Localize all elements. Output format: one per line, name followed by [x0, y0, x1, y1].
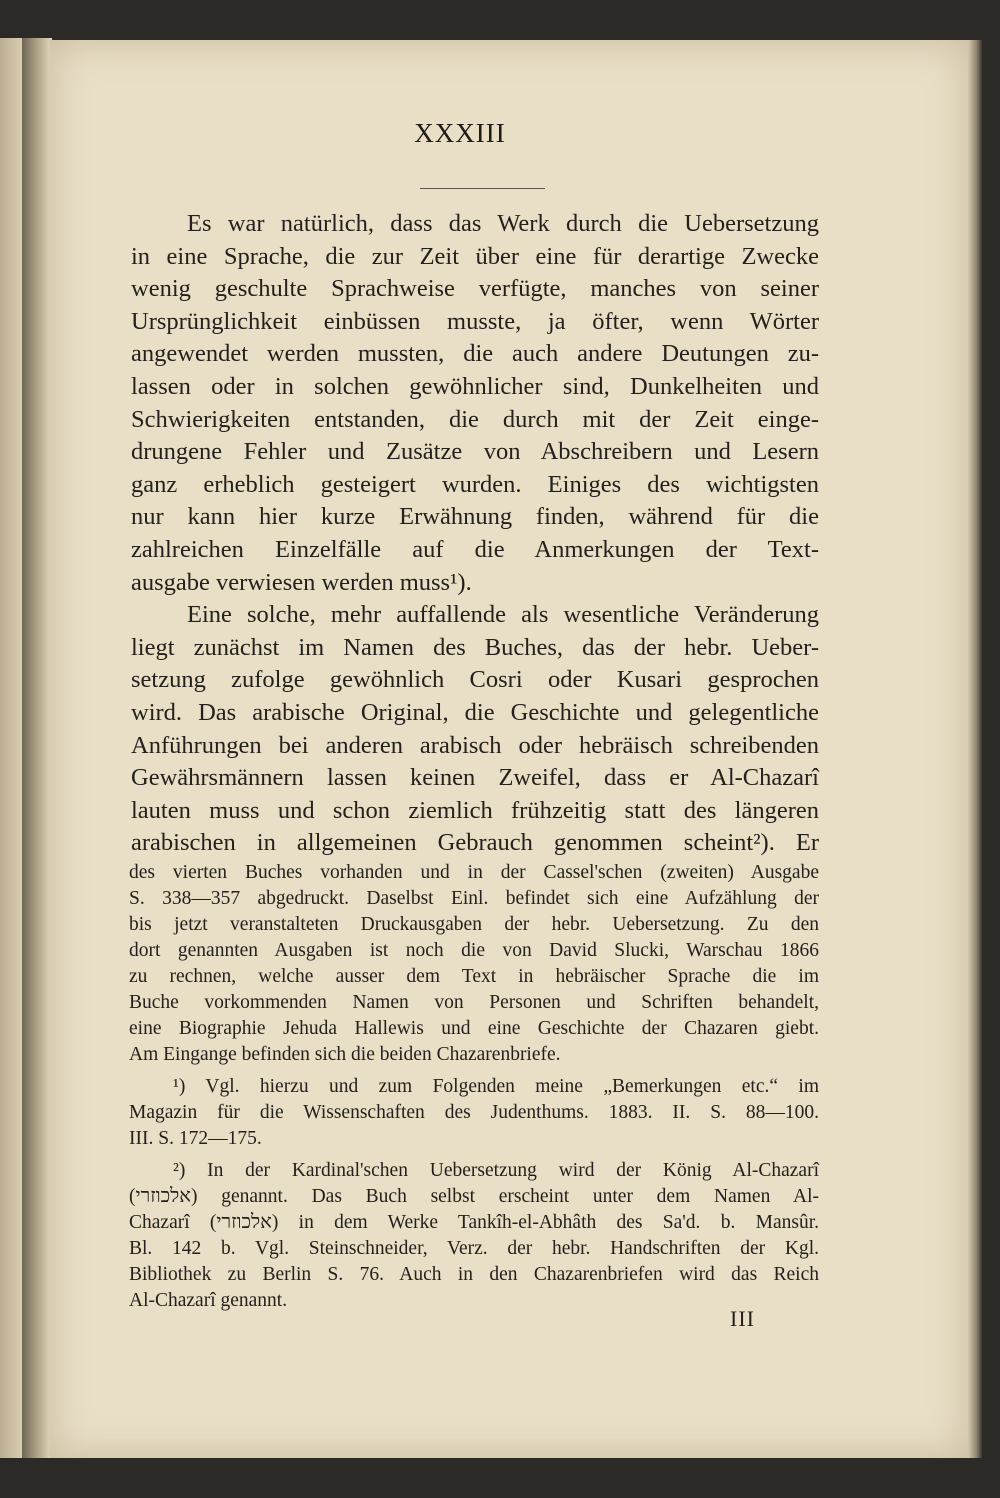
footnote-line: dort genannten Ausgaben ist noch die von David Slucki, Warschau 1866: [129, 940, 819, 961]
footnote-line: S. 338—357 abgedruckt. Daselbst Einl. befindet sich eine Aufzählung der: [129, 888, 819, 909]
text-line: lauten muss und schon ziemlich frühzeitig statt des längeren: [131, 796, 819, 824]
footnote-2: [129, 1158, 819, 1314]
text-line: nur kann hier kurze Erwähnung finden, während für die: [131, 503, 819, 531]
footnote-line: Bl. 142 b. Vgl. Steinschneider, Verz. der hebr. Handschriften der Kgl.: [129, 1238, 819, 1259]
text-line: wenig geschulte Sprachweise verfügte, manches von seiner: [131, 275, 819, 303]
footnote-line: Am Eingange befinden sich die beiden Chazarenbriefe.: [129, 1044, 561, 1065]
footnote-line: Magazin für die Wissenschaften des Judenthums. 1883. II. S. 88—100.: [129, 1102, 819, 1123]
footnote-line: ²) In der Kardinal'schen Uebersetzung wird der König Al-Chazarî: [173, 1160, 819, 1181]
text-line: Eine solche, mehr auffallende als wesentliche Veränderung: [187, 601, 819, 629]
text-line: angewendet werden mussten, die auch andere Deutungen zu-: [131, 340, 819, 368]
text-line: ausgabe verwiesen werden muss¹).: [131, 568, 472, 596]
footnote-line: Buche vorkommenden Namen von Personen und Schriften behandelt,: [129, 992, 819, 1013]
text-line: in eine Sprache, die zur Zeit über eine für derartige Zwecke: [131, 242, 819, 270]
text-line: liegt zunächst im Namen des Buches, das der hebr. Ueber-: [131, 633, 819, 661]
footnote-line: zu rechnen, welche ausser dem Text in hebräischer Sprache die im: [129, 966, 819, 987]
footnote-continued: [129, 860, 819, 1068]
page-fore-edge: [968, 40, 982, 1458]
footnote-line: III. S. 172—175.: [129, 1128, 262, 1149]
text-line: ganz erheblich gesteigert wurden. Einiges des wichtigsten: [131, 470, 819, 498]
text-line: Schwierigkeiten entstanden, die durch mit der Zeit einge-: [131, 405, 819, 433]
text-line: Es war natürlich, dass das Werk durch die Uebersetzung: [187, 210, 819, 237]
text-line: wird. Das arabische Original, die Geschichte und gelegentliche: [131, 698, 819, 726]
footnote-line: bis jetzt veranstalteten Druckausgaben der hebr. Uebersetzung. Zu den: [129, 914, 819, 935]
text-line: arabischen in allgemeinen Gebrauch genommen scheint²). Er: [131, 829, 819, 857]
text-line: Anführungen bei anderen arabisch oder hebräisch schreibenden: [131, 731, 819, 759]
footnotes: [129, 860, 819, 1320]
header-rule: [420, 188, 545, 189]
page-number-roman: XXXIII: [414, 118, 506, 148]
paragraph-1: [131, 208, 819, 599]
text-line: setzung zufolge gewöhnlich Cosri oder Kusari gesprochen: [131, 666, 819, 694]
paragraph-2: [131, 599, 819, 860]
footnote-line: eine Biographie Jehuda Hallewis und eine Geschichte der Chazaren giebt.: [129, 1018, 819, 1039]
text-line: zahlreichen Einzelfälle auf die Anmerkungen der Text-: [131, 535, 819, 563]
footnote-line: (אלכוזרי) genannt. Das Buch selbst erscheint unter dem Namen Al-: [129, 1186, 819, 1207]
footnote-line: Bibliothek zu Berlin S. 76. Auch in den Chazarenbriefen wird das Reich: [129, 1264, 819, 1285]
footnote-line: Al-Chazarî genannt.: [129, 1290, 288, 1311]
main-text: [131, 208, 819, 860]
facing-page-edge: [0, 38, 22, 1458]
text-line: drungene Fehler und Zusätze von Abschreibern und Lesern: [131, 438, 819, 466]
text-line: Ursprünglichkeit einbüssen musste, ja öfter, wenn Wörter: [131, 307, 819, 335]
text-line: Gewährsmännern lassen keinen Zweifel, dass er Al-Chazarî: [131, 764, 819, 792]
text-line: lassen oder in solchen gewöhnlicher sind, Dunkelheiten und: [131, 372, 819, 400]
footnote-line: ¹) Vgl. hierzu und zum Folgenden meine „Bemerkungen etc.“ im: [173, 1076, 819, 1097]
footnote-line: Chazarî (אלכוזרי) in dem Werke Tankîh-el-Abhâth des Sa'd. b. Mansûr.: [129, 1212, 819, 1233]
signature-mark: III: [730, 1306, 755, 1331]
footnote-line: des vierten Buches vorhanden und in der Cassel'schen (zweiten) Ausgabe: [129, 862, 819, 883]
footnote-1: [129, 1074, 819, 1152]
book-gutter: [22, 38, 52, 1458]
